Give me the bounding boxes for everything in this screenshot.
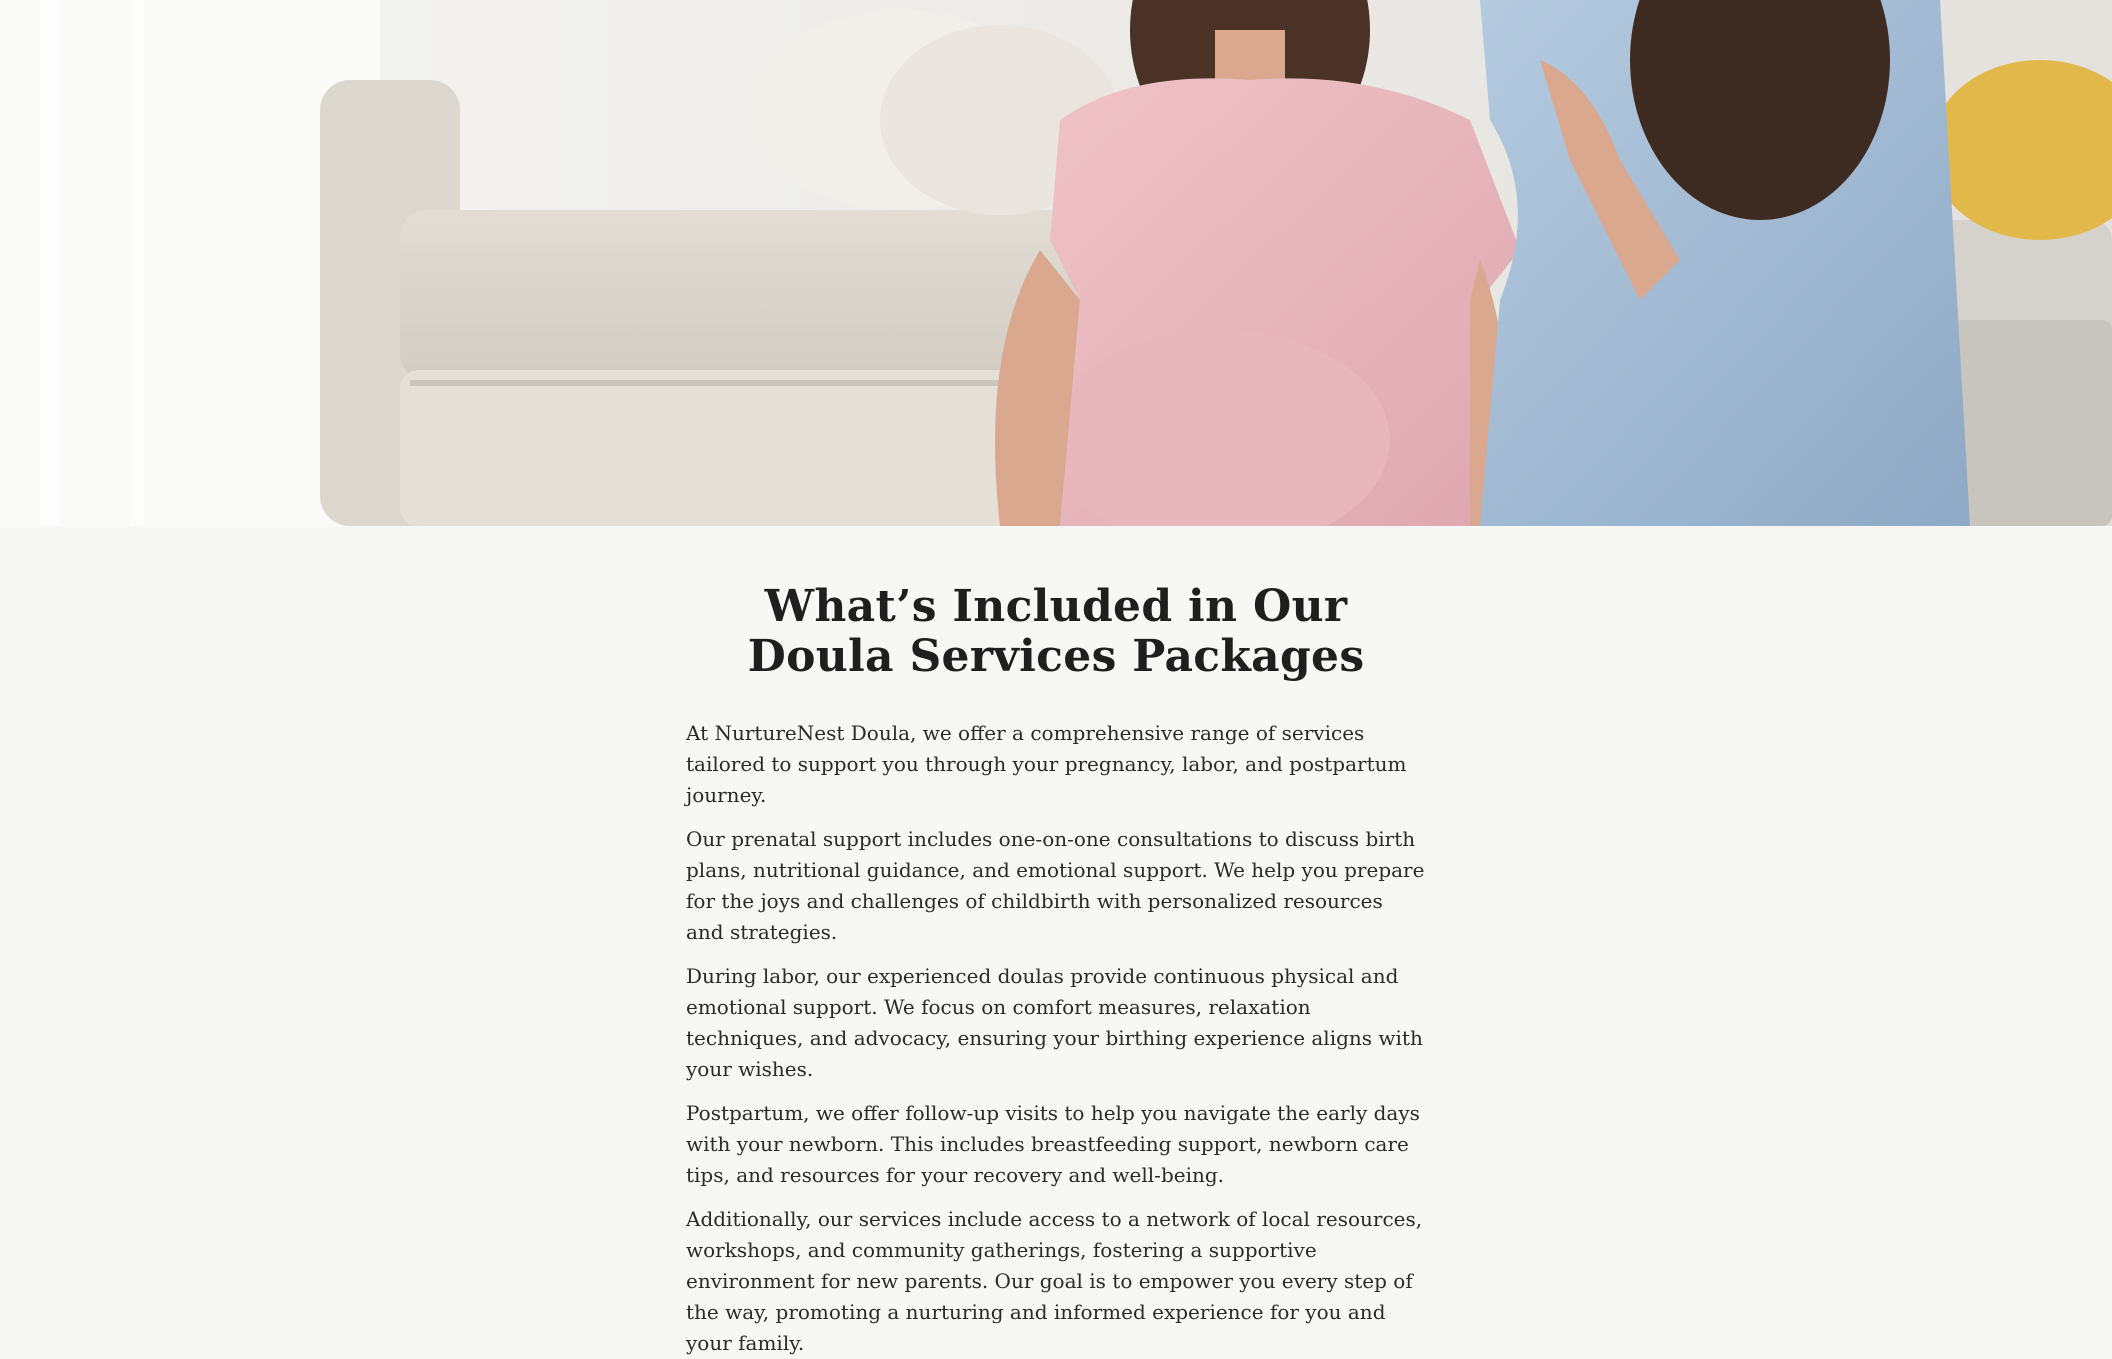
services-section [686,526,1426,1359]
hero-image [0,0,2112,526]
prenatal-paragraph: Our prenatal support includes one-on-one consultations to discuss birth plans, nutritional guidance, and emotional support. We help you prepare for the joys and challenges of childbirth with personalized resources and strategies. [686,827,1425,944]
section-title: What’s Included in Our Doula Services Packages [747,581,1365,682]
postpartum-paragraph: Postpartum, we offer follow-up visits to help you navigate the early days with your newborn. This includes breastfeeding support, newborn care tips, and resources for your recovery and well-being. [686,1101,1420,1187]
additional-paragraph: Additionally, our services include access to a network of local resources, workshops, and community gatherings, fostering a supportive environment for new parents. Our goal is to empower you every step of the way, promoting a nurturing and informed experience for you and your family. [686,1207,1423,1355]
labor-paragraph: During labor, our experienced doulas provide continuous physical and emotional support. We focus on comfort measures, relaxation techniques, and advocacy, ensuring your birthing experience aligns with your wishes. [686,964,1423,1081]
intro-paragraph: At NurtureNest Doula, we offer a comprehensive range of services tailored to support you through your pregnancy, labor, and postpartum journey. [686,721,1407,807]
hero-illustration [0,0,2112,526]
